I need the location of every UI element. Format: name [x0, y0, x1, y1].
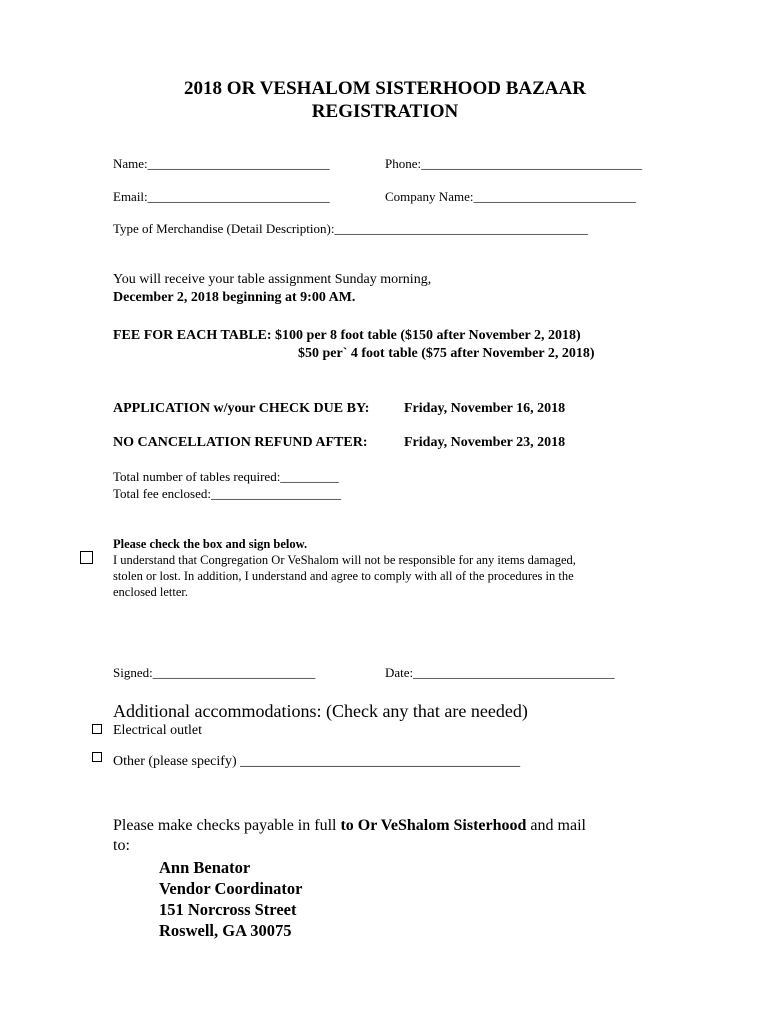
- signature-field[interactable]: Signed:_________________________: [113, 665, 316, 680]
- total-tables-field[interactable]: Total number of tables required:_________: [113, 469, 339, 484]
- electrical-outlet-label: Electrical outlet: [113, 723, 203, 738]
- other-checkbox[interactable]: [92, 752, 102, 762]
- payment-pre-text: Please make checks payable in full: [113, 817, 341, 834]
- form-title-line1: 2018 OR VESHALOM SISTERHOOD BAZAAR: [184, 78, 586, 99]
- address-city: Roswell, GA 30075: [159, 921, 292, 940]
- payment-to-text: to:: [113, 837, 130, 854]
- assignment-date: December 2, 2018 beginning at 9:00 AM.: [113, 290, 356, 305]
- total-fee-field[interactable]: Total fee enclosed:____________________: [113, 486, 341, 501]
- agreement-text-line1: I understand that Congregation Or VeShalom will not be responsible for any items damaged,: [113, 553, 576, 567]
- other-specify-field[interactable]: Other (please specify) ________________________________________: [113, 754, 521, 769]
- agreement-checkbox[interactable]: [80, 551, 93, 564]
- application-due-date: Friday, November 16, 2018: [404, 401, 566, 416]
- fee-line-4ft: $50 per` 4 foot table ($75 after November 2, 2018): [298, 346, 595, 361]
- payee-name: to Or VeShalom Sisterhood: [340, 817, 527, 834]
- payment-instructions: [113, 816, 586, 836]
- fee-line-8ft: FEE FOR EACH TABLE: $100 per 8 foot table ($150 after November 2, 2018): [113, 328, 581, 343]
- payment-post-text: and mail: [526, 817, 586, 834]
- accommodations-heading: Additional accommodations: (Check any that are needed): [113, 701, 528, 721]
- date-field[interactable]: Date:_______________________________: [385, 665, 615, 680]
- address-name: Ann Benator: [159, 858, 251, 877]
- company-name-field[interactable]: Company Name:_________________________: [385, 189, 636, 204]
- address-role: Vendor Coordinator: [159, 879, 303, 898]
- email-field[interactable]: Email:____________________________: [113, 189, 330, 204]
- agreement-text-line3: enclosed letter.: [113, 585, 188, 599]
- name-field[interactable]: Name:____________________________: [113, 156, 330, 171]
- address-street: 151 Norcross Street: [159, 900, 297, 919]
- merchandise-field[interactable]: Type of Merchandise (Detail Description):_______________________________________: [113, 221, 588, 236]
- agreement-text-line2: stolen or lost. In addition, I understand and agree to comply with all of the procedures in the: [113, 569, 574, 583]
- electrical-outlet-checkbox[interactable]: [92, 724, 102, 734]
- agreement-heading: Please check the box and sign below.: [113, 537, 308, 551]
- form-title-line2: REGISTRATION: [311, 101, 459, 122]
- refund-deadline-label: NO CANCELLATION REFUND AFTER:: [113, 435, 368, 450]
- refund-deadline-date: Friday, November 23, 2018: [404, 435, 566, 450]
- assignment-text: You will receive your table assignment Sunday morning,: [113, 272, 432, 287]
- application-due-label: APPLICATION w/your CHECK DUE BY:: [113, 401, 370, 416]
- phone-field[interactable]: Phone:__________________________________: [385, 156, 643, 171]
